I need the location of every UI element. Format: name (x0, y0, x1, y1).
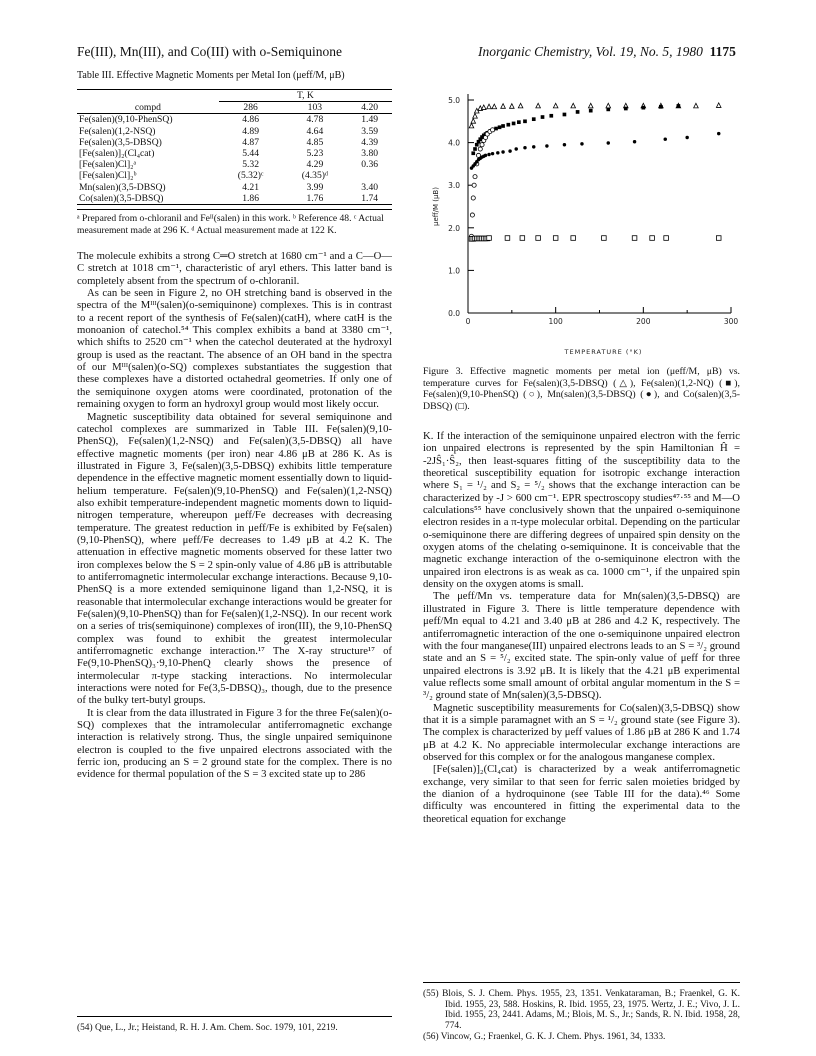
data-point-square-filled (549, 114, 553, 118)
compd-cell: Co(salen)(3,5-DBSQ) (79, 192, 164, 204)
data-point-square-filled (471, 151, 475, 155)
value-4-cell: 4.39 (361, 136, 379, 148)
value-103-cell: 4.85 (306, 136, 324, 148)
data-point-circle-filled (717, 132, 720, 135)
data-point-square (571, 236, 576, 241)
paragraph: The molecule exhibits a strong C═O stretch at 1680 cm⁻¹ and a C—O—C stretch at 1018 cm⁻¹, characteristic of aryl ethers. This latter band is completely absent from the spectrum of o-chloranil. (77, 250, 392, 287)
data-point-square-filled (532, 117, 536, 121)
data-point-square-filled (641, 106, 645, 110)
data-point-triangle (473, 113, 478, 118)
figure-3-caption: Figure 3. Effective magnetic moments per metal ion (μeff/M, μB) vs. temperature curves for Fe(salen)(3,5-DBSQ) (△), Fe(salen)(1,2-NQ) (■), Fe(salen)(9,10-PhenSQ) (○), Mn(salen)(3,5-DBSQ) (●), and Co(salen)(3,5-DBSQ) (□). (423, 366, 740, 412)
reference: (55) Blois, S. J. Chem. Phys. 1955, 23, 1351. Venkataraman, B.; Fraenkel, G. K. Ibid. 1955, 23, 588. Hoskins, R. Ibid. 1955, 23, 1975. Wertz, J. E.; Vivo, J. L. Ibid. 1955, 23, 2441. Adams, M.; Blois, M. S., Jr.; Sands, R. N. Ibid. 1958, 28, 774. (423, 989, 740, 1032)
table-row (77, 170, 392, 181)
data-point-triangle (487, 104, 492, 109)
data-point-circle (490, 128, 494, 132)
data-point-square (716, 236, 721, 241)
left-footnotes (77, 1016, 392, 1034)
data-point-square (602, 236, 607, 241)
temp-4-header: 4.20 (347, 102, 392, 114)
data-point-triangle (501, 104, 506, 109)
figure-3-chart (423, 80, 740, 364)
running-header-journal (478, 44, 736, 60)
table-row (77, 193, 392, 205)
data-point-triangle (571, 103, 576, 108)
value-103-cell: 1.76 (306, 192, 324, 204)
data-point-square-filled (589, 109, 593, 113)
y-tick-label: 4.0 (448, 138, 460, 148)
table-row (77, 148, 392, 159)
value-4-cell: 3.80 (361, 148, 379, 160)
data-point-triangle (536, 103, 541, 108)
value-4-cell: 1.49 (361, 114, 379, 126)
data-point-circle (470, 213, 474, 217)
temp-286-header: 286 (219, 102, 283, 114)
compd-cell: [Fe(salen)Cl]₂ᵃ (79, 159, 137, 171)
data-point-triangle (716, 103, 721, 108)
data-point-circle-filled (487, 153, 490, 156)
paragraph: [Fe(salen)]₂(Cl₄cat) is characterized by a weak antiferromagnetic exchange, very similar to that seen for ferric salen moieties bridged by the dianion of a hydroquinone (see Table III for the data).⁴⁶ Some difficulty was encountered in fitting the experimental data to the theoretical equation for exchange (423, 763, 740, 825)
figure-3-caption-block (423, 366, 740, 412)
compd-cell: [Fe(salen)]₂(Cl₄cat) (79, 148, 155, 160)
paragraph: It is clear from the data illustrated in Figure 3 for the three Fe(salen)(o-SQ) complexes that the intramolecular antiferromagnetic exchange interaction is relatively strong. Thus, the single unpaired semiquinone electron is coupled to the five unpaired electrons associated with the ferric ion, producing an S = 2 ground state for the complex. There is no evidence for thermal population of the S = 3 excited state up to 286 (77, 706, 392, 781)
data-point-circle-filled (664, 137, 667, 140)
table-row (77, 126, 392, 137)
data-point-triangle (492, 104, 497, 109)
data-point-circle-filled (563, 143, 566, 146)
left-column (77, 70, 392, 781)
x-axis-label: TEMPERATURE (°K) (564, 348, 643, 356)
x-tick-label: 100 (548, 317, 563, 326)
data-point-triangle (606, 103, 611, 108)
value-286-cell: 4.21 (242, 181, 259, 193)
data-point-square-filled (501, 124, 505, 128)
figure-3 (423, 80, 740, 364)
data-point-square-filled (541, 115, 545, 119)
left-reference-list (77, 1023, 392, 1034)
value-286-cell: (5.32)ᶜ (237, 170, 264, 182)
table-row (77, 137, 392, 148)
compd-cell: Mn(salen)(3,5-DBSQ) (79, 181, 166, 193)
right-column (423, 430, 740, 825)
data-point-triangle (553, 103, 558, 108)
data-point-square (536, 236, 541, 241)
data-point-triangle (518, 103, 523, 108)
data-point-triangle (481, 105, 486, 110)
data-point-square-filled (512, 122, 516, 126)
footnote-rule-right (423, 982, 740, 983)
value-103-cell: (4.35)ᵈ (301, 170, 328, 182)
data-point-square (664, 236, 669, 241)
data-point-square (553, 236, 558, 241)
data-point-square-filled (498, 125, 502, 129)
data-point-circle (480, 143, 484, 147)
data-point-square (650, 236, 655, 241)
y-tick-label: 1.0 (448, 266, 460, 276)
data-point-circle-filled (501, 150, 504, 153)
data-point-circle-filled (523, 146, 526, 149)
data-point-circle-filled (580, 142, 583, 145)
data-point-circle-filled (633, 140, 636, 143)
value-103-cell: 4.29 (306, 159, 324, 171)
compd-header: compd (77, 102, 219, 114)
x-tick-label: 300 (723, 317, 739, 326)
right-reference-list (423, 989, 740, 1043)
reference: (54) Que, L., Jr.; Heistand, R. H. J. Am. Chem. Soc. 1979, 101, 2219. (77, 1023, 338, 1033)
value-103-cell: 4.64 (306, 125, 324, 137)
data-point-square-filled (506, 123, 510, 127)
value-286-cell: 4.89 (242, 125, 259, 137)
data-point-circle-filled (532, 145, 535, 148)
x-tick-label: 0 (465, 317, 471, 326)
value-4-cell: 3.59 (361, 125, 379, 137)
data-point-circle (471, 196, 475, 200)
y-tick-label: 2.0 (448, 223, 460, 233)
value-4-cell: 3.40 (361, 181, 379, 193)
y-axis-label: μeff/M (μB) (432, 187, 440, 226)
data-point-circle-filled (491, 152, 494, 155)
right-footnotes (423, 982, 740, 1043)
compd-cell: Fe(salen)(3,5-DBSQ) (79, 136, 162, 148)
reference: (56) Vincow, G.; Fraenkel, G. K. J. Chem. Phys. 1961, 34, 1333. (423, 1031, 666, 1042)
data-point-square-filled (523, 119, 527, 123)
y-tick-label: 0.0 (448, 309, 460, 318)
data-point-triangle (694, 103, 699, 108)
data-point-square-filled (677, 104, 681, 108)
table-row (77, 182, 392, 193)
paragraph: The μeff/Mn vs. temperature data for Mn(salen)(3,5-DBSQ) are illustrated in Figure 3. There is little temperature dependence with μeff/Mn equal to 4.21 and 3.40 μB at 286 and 4.2 K, respectively. The antiferromagnetic interaction of the one o-semiquinone unpaired electron with the four manganese(III) unpaired electrons leads to an S = ³/₂ ground state and an S = ⁵/₂ excited state. The spin-only value of μeff for three unpaired electrons is 3.92 μB. It is likely that the 4.21 μB experimental value reflects some small amount of orbital angular momentum in the S = ³/₂ ground state of Mn(salen)(3,5-DBSQ). (423, 590, 740, 702)
data-point-triangle (471, 119, 476, 124)
footnote-rule (77, 1016, 392, 1017)
value-103-cell: 3.99 (306, 181, 324, 193)
value-286-cell: 4.87 (242, 136, 259, 148)
data-point-circle-filled (496, 151, 499, 154)
data-point-circle-filled (685, 136, 688, 139)
data-point-circle (473, 175, 477, 179)
data-point-triangle (588, 103, 593, 108)
data-point-triangle (469, 123, 474, 128)
journal-citation: Inorganic Chemistry, Vol. 19, No. 5, 1980 (478, 44, 703, 59)
paragraph: Magnetic susceptibility measurements for Co(salen)(3,5-DBSQ) show that it is a simple paramagnet with an S = ¹/₂ ground state (see Figure 3). The complex is characterized by μeff values of 1.86 μB at 286 K and 1.74 μB at 4.2 K. No appreciable intermolecular exchange interactions are observed for this complex or for the analogous manganese complex. (423, 701, 740, 763)
value-103-cell: 5.23 (306, 148, 324, 160)
x-tick-label: 200 (636, 317, 651, 326)
value-4-cell: 0.36 (361, 159, 379, 171)
data-point-circle (472, 183, 476, 187)
data-point-circle-filled (514, 147, 517, 150)
value-286-cell: 4.86 (242, 114, 259, 126)
temp-103-header: 103 (282, 102, 347, 114)
data-point-circle-filled (607, 141, 610, 144)
compd-cell: Fe(salen)(9,10-PhenSQ) (79, 114, 173, 126)
table-row (77, 114, 392, 126)
data-point-square-filled (624, 107, 628, 111)
page-number: 1175 (709, 44, 736, 59)
value-286-cell: 5.32 (242, 159, 259, 171)
data-point-square (520, 236, 525, 241)
table-row (77, 159, 392, 170)
right-body-text (423, 430, 740, 825)
y-tick-label: 5.0 (448, 96, 460, 105)
data-point-circle-filled (508, 149, 511, 152)
y-tick-label: 3.0 (448, 181, 460, 191)
value-286-cell: 5.44 (242, 148, 259, 160)
data-point-square-filled (576, 110, 580, 114)
left-body-text (77, 250, 392, 781)
table-body (77, 114, 392, 205)
data-point-square (505, 236, 510, 241)
running-header-title: Fe(III), Mn(III), and Co(III) with o-Semiquinone (77, 44, 343, 59)
data-point-square (632, 236, 637, 241)
value-286-cell: 1.86 (242, 192, 259, 204)
compd-cell: [Fe(salen)Cl]₂ᵇ (79, 170, 137, 182)
paragraph: Magnetic susceptibility data obtained for several semiquinone and catechol complexes are summarized in Table III. Fe(salen)(9,10-PhenSQ), Fe(salen)(1,2-NSQ) and Fe(salen)(3,5-DBSQ) all have effective magnetic moments (per iron) near 4.86 μB at 286 K. As is illustrated in Figure 3, Fe(salen)(3,5-DBSQ) exhibits little temperature dependence in the effective magnetic moment essentially down to liquid-helium temperature. Fe(salen)(9,10-PhenSQ) and Fe(salen)(1,2-NSQ) also exhibit temperature-independent magnetic moments down to liquid-nitrogen temperature, whereupon μeff/Fe decreases with decreasing temperature. The greatest reduction in μeff/Fe is exhibited by Fe(salen)(9,10-PhenSQ), where μeff/Fe decreases to 1.49 μB at 4.2 K. The attenuation in effective magnetic moments observed for these latter two iron complexes below the S = 2 spin-only value of 4.86 μB is attributable to antiferromagnetic intermolecular exchange interactions. Because 9,10-PhenSQ is a more extended semiquinone ligand than 1,2-NSQ, it is reasonable that intermolecular exchange interactions would be greater for Fe(salen)(9,10-PhenSQ) than for Fe(salen)(1,2-NSQ). In our recent work on a series of tris(semiquinone) complexes of iron(III), the 9,10-PhenSQ complex was found to exhibit the greatest intermolecular antiferromagnetic exchange interaction.¹⁷ The X-ray structure¹⁷ of Fe(9,10-PhenSQ)₃·9,10-PhenQ clearly shows the presence of intermolecular π-type stacking interactions. No intermolecular interactions were noted for Fe(3,5-DBSQ)₃, though, due to the presence of the bulky tert-butyl groups. (77, 410, 392, 707)
table-footnote: ᵃ Prepared from o-chloranil and Feᴵᴵ(salen) in this work. ᵇ Reference 48. ᶜ Actual measurement made at 296 K. ᵈ Actual measurement made at 122 K. (77, 209, 392, 236)
data-point-circle (478, 147, 482, 151)
data-point-triangle (510, 104, 515, 109)
value-4-cell: 1.74 (361, 192, 379, 204)
data-point-circle-filled (545, 144, 548, 147)
data-point-square-filled (606, 108, 610, 112)
data-point-square-filled (517, 120, 521, 124)
data-point-square-filled (473, 147, 477, 151)
data-point-circle-filled (484, 154, 487, 157)
compd-cell: Fe(salen)(1,2-NSQ) (79, 125, 156, 137)
paragraph: K. If the interaction of the semiquinone unpaired electron with the ferric ion unpaired electrons is represented by the spin Hamiltonian Ĥ = -2JŜ₁·Ŝ₂, then least-squares fitting of the susceptibility data to the theoretical susceptibility equation for isotropic exchange interaction where S₁ = ¹/₂ and S₂ = ⁵/₂ shows that the exchange interaction can be characterized by -J > 600 cm⁻¹. EPR spectroscopy studies⁴⁷·⁵⁵ and M—O calculations⁵⁵ have conclusively shown that the unpaired o-semiquinone electron resides in a π-type molecular orbital. Depending on the particular o-semiquinone there are differing degrees of unpaired spin density on the oxygen atoms of the chelating o-semiquinone. It is conceivable that the magnetic exchange interaction of the o-semiquinone electron with the unpaired iron electrons is as weak as ca. 1000 cm⁻¹, if the unpaired spin density on the oxygen atoms is small. (423, 430, 740, 591)
value-4-cell (347, 170, 392, 181)
temp-header: T, K (219, 90, 392, 102)
data-point-square-filled (563, 113, 567, 117)
data-point-square-filled (659, 105, 663, 109)
table-caption: Table III. Effective Magnetic Moments per Metal Ion (μeff/M, μB) (77, 70, 345, 81)
value-103-cell: 4.78 (306, 114, 324, 126)
paragraph: As can be seen in Figure 2, no OH stretching band is observed in the spectra of the Mᴵᴵᴵ(salen)(o-semiquinone) complexes. This is in contrast to a recent report of the synthesis of Fe(salen)(catH), where catH is the monoanion of catechol.⁵⁴ This complex exhibits a band at 3380 cm⁻¹, which shifts to 2520 cm⁻¹ when the catechol deuterated at the hydroxyl group is used as the reactant. The absence of an OH band in the spectra of our Mᴵᴵᴵ(salen)(o-SQ) complexes substantiates the suggestion that these complexes have a distorted octahedral geometries. If only one of the semiquinone oxygen atoms were coordinated, protonation of the remaining oxygen to form an hydroxyl group would most likely occur. (77, 287, 392, 411)
data-point-square (487, 236, 492, 241)
magnetic-moments-table (77, 89, 392, 205)
